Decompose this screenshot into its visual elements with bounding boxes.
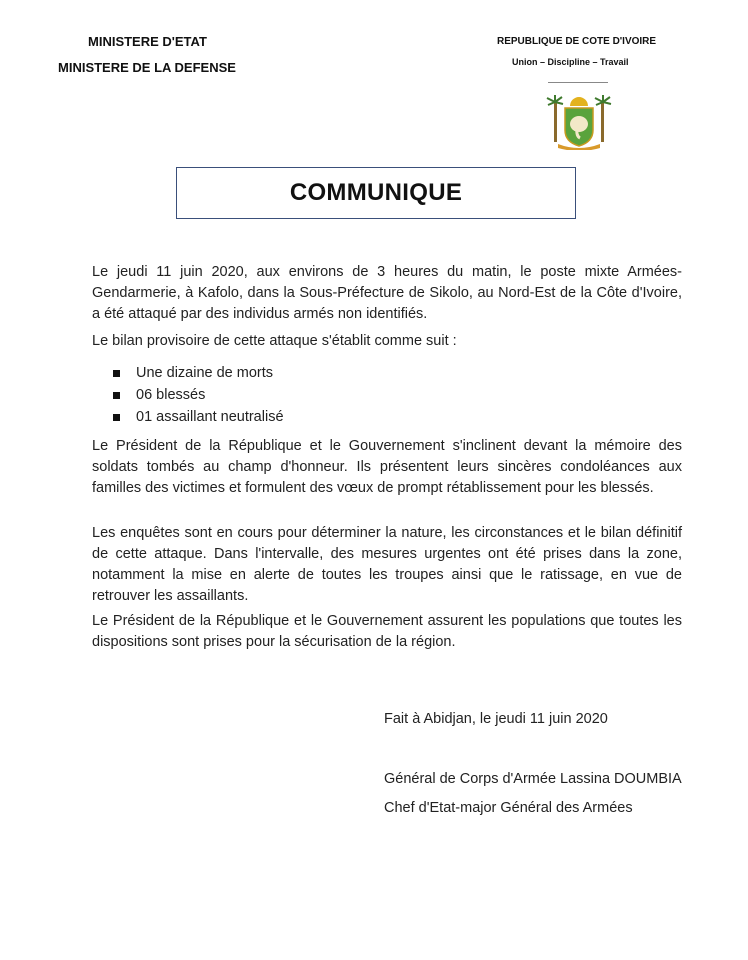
signatory-name: Général de Corps d'Armée Lassina DOUMBIA: [384, 771, 682, 787]
signatory-role: Chef d'Etat-major Général des Armées: [384, 800, 633, 816]
bullet-icon: [113, 414, 120, 421]
bullet-icon: [113, 392, 120, 399]
list-item-text: 01 assaillant neutralisé: [136, 409, 284, 425]
header-divider: [548, 82, 608, 83]
paragraph-security: Le Président de la République et le Gouvernement assurent les populations que toutes les dispositions sont prises pour la sécurisation de la région.: [92, 613, 682, 650]
paragraph-condolences: Le Président de la République et le Gouvernement s'inclinent devant la mémoire des soldats tombés au champ d'honneur. Ils présentent leurs sincères condoléances aux familles des victimes et formulent des vœux de prompt rétablissement pour les blessés.: [92, 438, 682, 496]
list-item: [113, 384, 284, 406]
motto-label: Union – Discipline – Travail: [512, 57, 629, 67]
coat-of-arms-icon: [546, 94, 612, 150]
republic-label: REPUBLIQUE DE COTE D'IVOIRE: [497, 36, 657, 47]
list-item: [113, 362, 284, 384]
bullet-icon: [113, 370, 120, 377]
place-date: Fait à Abidjan, le jeudi 11 juin 2020: [384, 711, 608, 727]
list-item-text: 06 blessés: [136, 387, 206, 403]
page-title: COMMUNIQUE: [289, 179, 463, 206]
title-box: [176, 167, 576, 219]
casualty-list: [113, 362, 284, 428]
ministry-defense-label: MINISTERE DE LA DEFENSE: [58, 60, 236, 75]
list-item-text: Une dizaine de morts: [136, 365, 274, 381]
paragraph-bilan-intro: Le bilan provisoire de cette attaque s'établit comme suit :: [92, 333, 457, 349]
paragraph-investigation: Les enquêtes sont en cours pour déterminer la nature, les circonstances et le bilan définitif de cette attaque. Dans l'intervalle, des mesures urgentes ont été prises dans la zone, notamment la mise en alerte de toutes les troupes ainsi que le ratissage, en vue de retrouver les assaillants.: [92, 525, 682, 604]
paragraph-attack: Le jeudi 11 juin 2020, aux environs de 3 heures du matin, le poste mixte Armées-Gendarmerie, à Kafolo, dans la Sous-Préfecture de Sikolo, au Nord-Est de la Côte d'Ivoire, a été attaqué par des individus armés non identifiés.: [92, 264, 682, 322]
list-item: [113, 406, 284, 428]
ministry-etat-label: MINISTERE D'ETAT: [88, 34, 207, 49]
